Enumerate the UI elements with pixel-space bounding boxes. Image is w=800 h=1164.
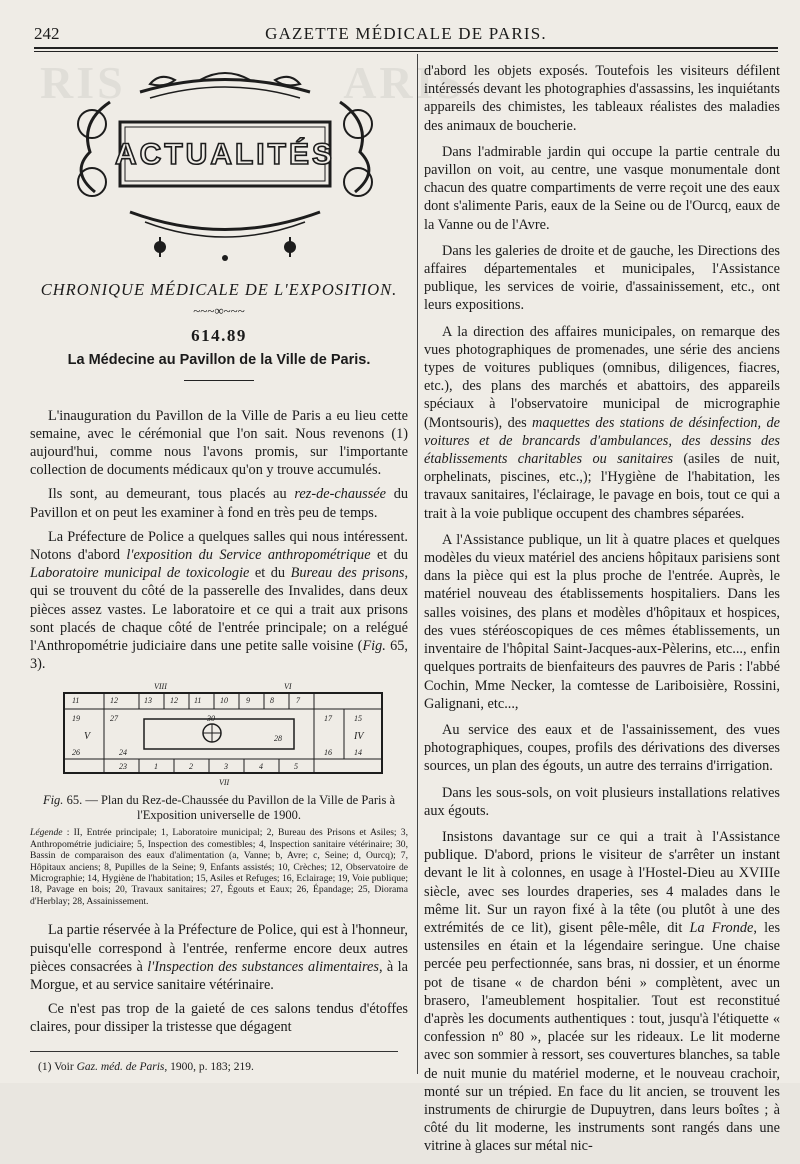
paragraph: d'abord les objets exposés. Toutefois les visiteurs défilent intéressés devant les photographies d'assassins, les inquiétants appareils des chimistes, les tableaux réalistes des maladies des animaux de boucherie. xyxy=(424,63,780,134)
paragraph: La Préfecture de Police a quelques salles qui nous intéressent. Notons d'abord l'exposition du Service anthropométrique et du Laboratoire municipal de toxicologie et du Bureau des prisons, qui se trouvent du côté de la passerelle des Invalides, dans deux pièces assez vastes. Le laboratoire et ce qui a trait aux prisons sont placés de chaque côté de l'entrée principale; on a relégué l'Anthropométrie judiciaire dans une petite salle voisine (Fig. 65, 3). xyxy=(30,528,409,673)
article-title: La Médecine au Pavillon de la Ville de Paris. xyxy=(67,352,371,369)
section-heading: CHRONIQUE MÉDICALE DE L'EXPOSITION. xyxy=(40,280,398,299)
page-number: 242 xyxy=(34,24,60,43)
svg-text:11: 11 xyxy=(72,696,80,706)
right-column xyxy=(424,62,780,1164)
paragraph: A la direction des affaires municipales, on remarque des vues photographiques de promenades, une série des anciens types de voitures publiques (omnibus, diligences, fiacres, etc.), des plans des marchés et abattoirs, des appareils spéciaux à l'observatoire municipal de micrographie (Montsouris), des maquettes des stations de désinfection, de voitures et de brancards d'ambulances, des dessins des établissements charitables ou sanitaires (asiles de nuit, orphelinats, piscines, etc.,); l'Hygiène de l'habitation, les travaux sanitaires, l'éclairage, le pavage en bois, tout ce qui a trait à la voie publique occupent des chambres séparées. xyxy=(424,323,781,522)
paragraph: L'inauguration du Pavillon de la Ville de Paris a eu lieu cette semaine, avec le cérémonial que l'on sait. Nous revenons (1) aujourd'hui, comme nous l'avons promis, sur l'importante collection de documents médicaux qu'on y trouve accumulés. xyxy=(30,407,408,479)
svg-text:28: 28 xyxy=(274,734,282,744)
svg-text:27: 27 xyxy=(110,714,118,724)
figure-legend: Légende : II, Entrée principale; 1, Laboratoire municipal; 2, Bureau des Prisons et Asiles; 3, Anthropométrie judiciaire; 5, Inspection des comestibles; 4, Inspection sanitaire vétérinaire; 30, Bassin de comparaison des eaux d'alimentation (a, Vanne; b, Avre; c, Seine; d, Ourcq); 7, Hôpitaux anciens; 8, Pupilles de la Seine; 9, Enfants assistés; 10, Crèches; 12, Observatoire de Micrographie; 14, Hygiène de l'habitation; 15, Asiles et Refuges; 16, Eclairage; 19, Voie publique; 18, Pavage en bois; 20, Travaux sanitaires; 27, Égouts et Eaux; 26, Épandage; 25, Diorama d'Herblay; 28, Assainissement. xyxy=(30,827,408,907)
svg-text:7: 7 xyxy=(296,696,300,706)
svg-text:9: 9 xyxy=(246,696,250,706)
paragraph: Ce n'est pas trop de la gaieté de ces salons tendus d'étoffes claires, pour dissiper la tristesse que dégagent xyxy=(30,1001,408,1036)
left-column xyxy=(30,56,408,1076)
svg-text:17: 17 xyxy=(324,714,332,724)
page-header xyxy=(34,22,778,46)
footnote: (1) Voir Gaz. méd. de Paris, 1900, p. 183; 219. xyxy=(38,1060,254,1073)
svg-text:10: 10 xyxy=(220,696,228,706)
svg-text:V: V xyxy=(84,731,91,743)
plan-label: VII xyxy=(219,778,230,788)
svg-text:19: 19 xyxy=(72,714,80,724)
svg-text:15: 15 xyxy=(354,714,362,724)
svg-text:16: 16 xyxy=(324,748,332,758)
svg-text:2: 2 xyxy=(189,762,193,772)
plan-label: VIII xyxy=(154,682,167,692)
svg-text:IV: IV xyxy=(354,731,364,743)
svg-text:14: 14 xyxy=(354,748,362,758)
journal-title: GAZETTE MÉDICALE DE PARIS. xyxy=(265,24,547,43)
paragraph: Dans les galeries de droite et de gauche, les Directions des affaires départementales et municipales, l'Assistance publique, les services de voirie, d'assainissement, etc., ont leurs expositions. xyxy=(424,242,780,314)
paragraph: Ils sont, au demeurant, tous placés au rez-de-chaussée du Pavillon et on peut les examiner à fond en très peu de temps. xyxy=(30,486,408,521)
banner-title: ACTUALITÉS xyxy=(115,138,335,171)
header-rule-thin xyxy=(34,51,778,52)
svg-text:13: 13 xyxy=(144,696,152,706)
svg-text:1: 1 xyxy=(154,762,158,772)
svg-text:12: 12 xyxy=(170,696,178,706)
paragraph: Insistons davantage sur ce qui a trait à l'Assistance publique. D'abord, prions le visiteur de s'arrêter un instant devant le lit à colonnes, en usage à l'Hostel-Dieu au XVIIIe siècle, avec ses lourdes draperies, ses 4 malades dans le même lit. Sur un rayon fixé à la tête (ou plutôt à une des extrémités de ce lit), gisent pêle-mêle, dit La Fronde, les ustensiles en étain et la légendaire seringue. Une chaise percée peu perfectionnée, sans bras, ni dossier, et un énorme pot de tisane « de chardon béni » complètent, avec un brasero, l'ameublement hospitalier. Tout est reconstitué d'après les documents authentiques : tout, jusqu'à l'étiquette « confession nº 80 », placée sur les rideaux. Le lit moderne avec son sommier à ressort, ses couvertures blanches, sa table de nuit munie du matériel moderne, et le nouveau crachoir, monté sur un trépied. En face du lit ancien, se trouvent les instruments de chirurgie de Dupuytren, dans leurs boîtes ; à côté du lit moderne, les instruments sont rangés dans une vitrine à glaces sur métal nic- xyxy=(424,828,781,1155)
svg-text:11: 11 xyxy=(194,696,202,706)
svg-text:26: 26 xyxy=(72,748,80,758)
paragraph: Dans l'admirable jardin qui occupe la partie centrale du pavillon on voit, au centre, une vasque monumentale dont chacun des quatre compartiments de verre reçoit une des eaux dont s'alimente Paris, eaux de la Seine ou de l'Ourcq, eaux de la Vanne ou de l'Avre. xyxy=(424,143,780,233)
svg-text:24: 24 xyxy=(119,748,127,758)
paragraph: A l'Assistance publique, un lit à quatre places et quelques modèles du vieux matériel des anciens hôpitaux parisiens sont dans la pièce qui est la plus proche de l'entrée. Auprès, le matériel nouveau des établissements hospitaliers. Dans les salles voisines, des plans et modèles d'hôpitaux et hospices, des vues stéréoscopiques de ces mêmes établissements, un inventaire de l'hôpital Saint-Jacques-aux-Pèlerins, etc..., enfin quelques portraits de bienfaiteurs des pauvres de Paris : l'abbé Cochin, Mme Necker, la comtesse de Lariboisière, Rossini, Galignani, etc..., xyxy=(424,531,780,712)
svg-text:23: 23 xyxy=(119,762,127,772)
paragraph: Dans les sous-sols, on voit plusieurs installations relatives aux égouts. xyxy=(424,784,780,819)
classification-number: 614.89 xyxy=(191,326,247,346)
footnote-rule xyxy=(30,1051,398,1052)
svg-text:4: 4 xyxy=(259,762,263,772)
figure-caption: Fig. 65. — Plan du Rez-de-Chaussée du Pavillon de la Ville de Paris à l'Exposition universelle de 1900. xyxy=(42,793,396,823)
header-rule xyxy=(34,47,778,49)
actualites-banner xyxy=(30,62,408,267)
floor-plan-figure xyxy=(44,681,394,787)
bleed-through-text: RIS ARIS xyxy=(40,57,466,108)
floor-plan-icon xyxy=(44,681,394,787)
svg-text:5: 5 xyxy=(294,762,298,772)
paragraph: La partie réservée à la Préfecture de Police, qui est à l'honneur, puisqu'elle correspond à l'entrée, renferme encore deux autres pièces consacrées à l'Inspection des substances alimentaires, à la Morgue, et au service sanitaire vétérinaire. xyxy=(30,922,408,993)
plan-label: VI xyxy=(284,682,292,692)
swash-ornament-icon: ~~~∞~~~ xyxy=(193,303,245,319)
ornamental-cartouche-icon xyxy=(50,62,400,262)
column-separator xyxy=(417,54,418,1074)
paragraph: Au service des eaux et de l'assainissement, des vues photographiques, coupes, profils des dérivations des diverses sources, un plan des égouts, un autre des terrains d'irrigation. xyxy=(424,721,780,775)
svg-text:8: 8 xyxy=(270,696,274,706)
svg-text:30: 30 xyxy=(207,714,215,724)
svg-text:12: 12 xyxy=(110,696,118,706)
svg-text:3: 3 xyxy=(224,762,228,772)
title-rule xyxy=(184,380,254,381)
